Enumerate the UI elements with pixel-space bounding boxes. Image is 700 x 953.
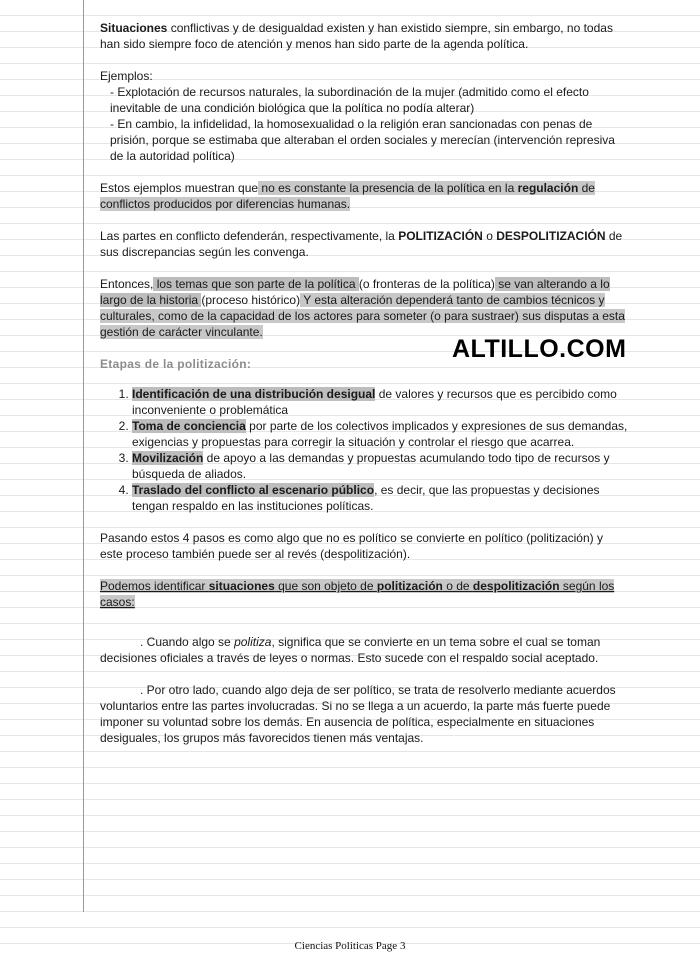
text: de sus discrepancias según les convenga. <box>100 229 623 259</box>
text: conflictivas y de desigualdad existen y han existido siempre, sin embargo, no todas han sido siempre foco de atención y menos han sido parte de la agenda política. <box>100 21 613 51</box>
bold-term: POLITIZACIÓN <box>398 229 483 243</box>
highlighted-text: Y esta alteración dependerá tanto de cambios técnicos y culturales, como de la capacidad de los actores para someter (o para sustraer) sus disputas a esta gestión de carácter vinculante. <box>100 293 625 339</box>
example-item: - En cambio, la infidelidad, la homosexualidad o la religión eran sancionadas con penas de prisión, porque se estimaba que alteraban el orden sociales y merecían (intervención represiva de la autoridad política) <box>110 117 615 163</box>
paragraph-pasando: Pasando estos 4 pasos es como algo que no es político se convierte en político (politización) y este proceso también puede ser al revés (despolitización). <box>100 531 603 561</box>
bold-term: Movilización <box>132 451 204 465</box>
paragraph-identificar <box>100 578 628 610</box>
section-heading: Etapas de la politización: <box>100 357 252 371</box>
text: o <box>482 229 497 243</box>
bold-term: situaciones <box>208 579 275 593</box>
list-item <box>132 418 628 450</box>
bold-term: politización <box>376 579 443 593</box>
text: que son objeto de <box>274 579 377 593</box>
bold-term: Traslado del conflicto al escenario público <box>132 483 375 497</box>
text: por parte de los colectivos implicados y expresiones de sus demandas, exigencias y propuestas para corregir la situación y controlar el riesgo que acarrea. <box>132 419 628 449</box>
text: (o fronteras de la política) <box>358 277 495 291</box>
examples-block <box>100 68 628 164</box>
text: Entonces, <box>100 277 154 291</box>
bold-term: regulación <box>517 181 579 195</box>
text: según los casos: <box>100 579 615 609</box>
text: Estos ejemplos muestran que <box>100 181 259 195</box>
list-item <box>132 450 628 482</box>
bold-term: despolitización <box>472 579 560 593</box>
highlighted-text: de conflictos producidos por diferencias humanas. <box>100 181 595 211</box>
note-content <box>100 20 628 762</box>
page-footer: Ciencias Politicas Page 3 <box>294 940 406 952</box>
stages-list <box>100 386 628 514</box>
text: , es decir, que las propuestas y decisiones tengan respaldo en las instituciones políticas. <box>132 483 600 513</box>
text: (proceso histórico) <box>201 293 301 307</box>
text: , significa que se convierte en un tema sobre el cual se toman decisiones oficiales a través de leyes o normas. Esto sucede con el respaldo social aceptado. <box>100 635 601 665</box>
highlighted-text: se van alterando a lo largo de la historia <box>100 277 610 307</box>
list-item <box>132 482 628 514</box>
notebook-margin-line <box>83 0 84 912</box>
text: Podemos identificar <box>100 579 209 593</box>
paragraph-situaciones <box>100 20 628 52</box>
text: Las partes en conflicto defenderán, respectivamente, la <box>100 229 399 243</box>
list-item <box>132 386 628 418</box>
text: . Por otro lado, cuando algo deja de ser político, se trata de resolverlo mediante acuerdos voluntarios entre las partes involucradas. Si no se llega a un acuerdo, la parte más fuerte puede imponer su voluntad sobre los demás. En ausencia de política, especialmente en situaciones desiguales, los grupos más favorecidos tienen más ventajas. <box>100 683 616 745</box>
bold-term: DESPOLITIZACIÓN <box>496 229 606 243</box>
text: . Cuando algo se <box>140 635 235 649</box>
italic-term: politiza <box>234 635 272 649</box>
paragraph-regulacion <box>100 180 628 212</box>
highlight <box>100 579 614 609</box>
text: de apoyo a las demandas y propuestas acumulando todo tipo de recursos y búsqueda de aliados. <box>132 451 610 481</box>
highlighted-text: los temas que son parte de la política <box>153 277 359 291</box>
text: de valores y recursos que es percibido como inconveniente o problemática <box>132 387 617 417</box>
text: o de <box>442 579 473 593</box>
example-item: - Explotación de recursos naturales, la subordinación de la mujer (admitido como el efecto inevitable de una condición biológica que la política no podía alterar) <box>110 85 589 115</box>
paragraph-entonces <box>100 276 628 340</box>
bold-term: Identificación de una distribución desigual <box>132 387 376 401</box>
paragraph-otro-lado <box>100 682 628 746</box>
bold-term: Situaciones <box>100 21 168 35</box>
highlighted-text: no es constante la presencia de la política en la <box>258 181 518 195</box>
bold-term: Toma de conciencia <box>132 419 246 433</box>
examples-label: Ejemplos: <box>100 69 153 83</box>
paragraph-politiza <box>100 634 628 666</box>
paragraph-partes <box>100 228 628 260</box>
watermark-logo: ALTILLO.COM <box>452 335 627 363</box>
